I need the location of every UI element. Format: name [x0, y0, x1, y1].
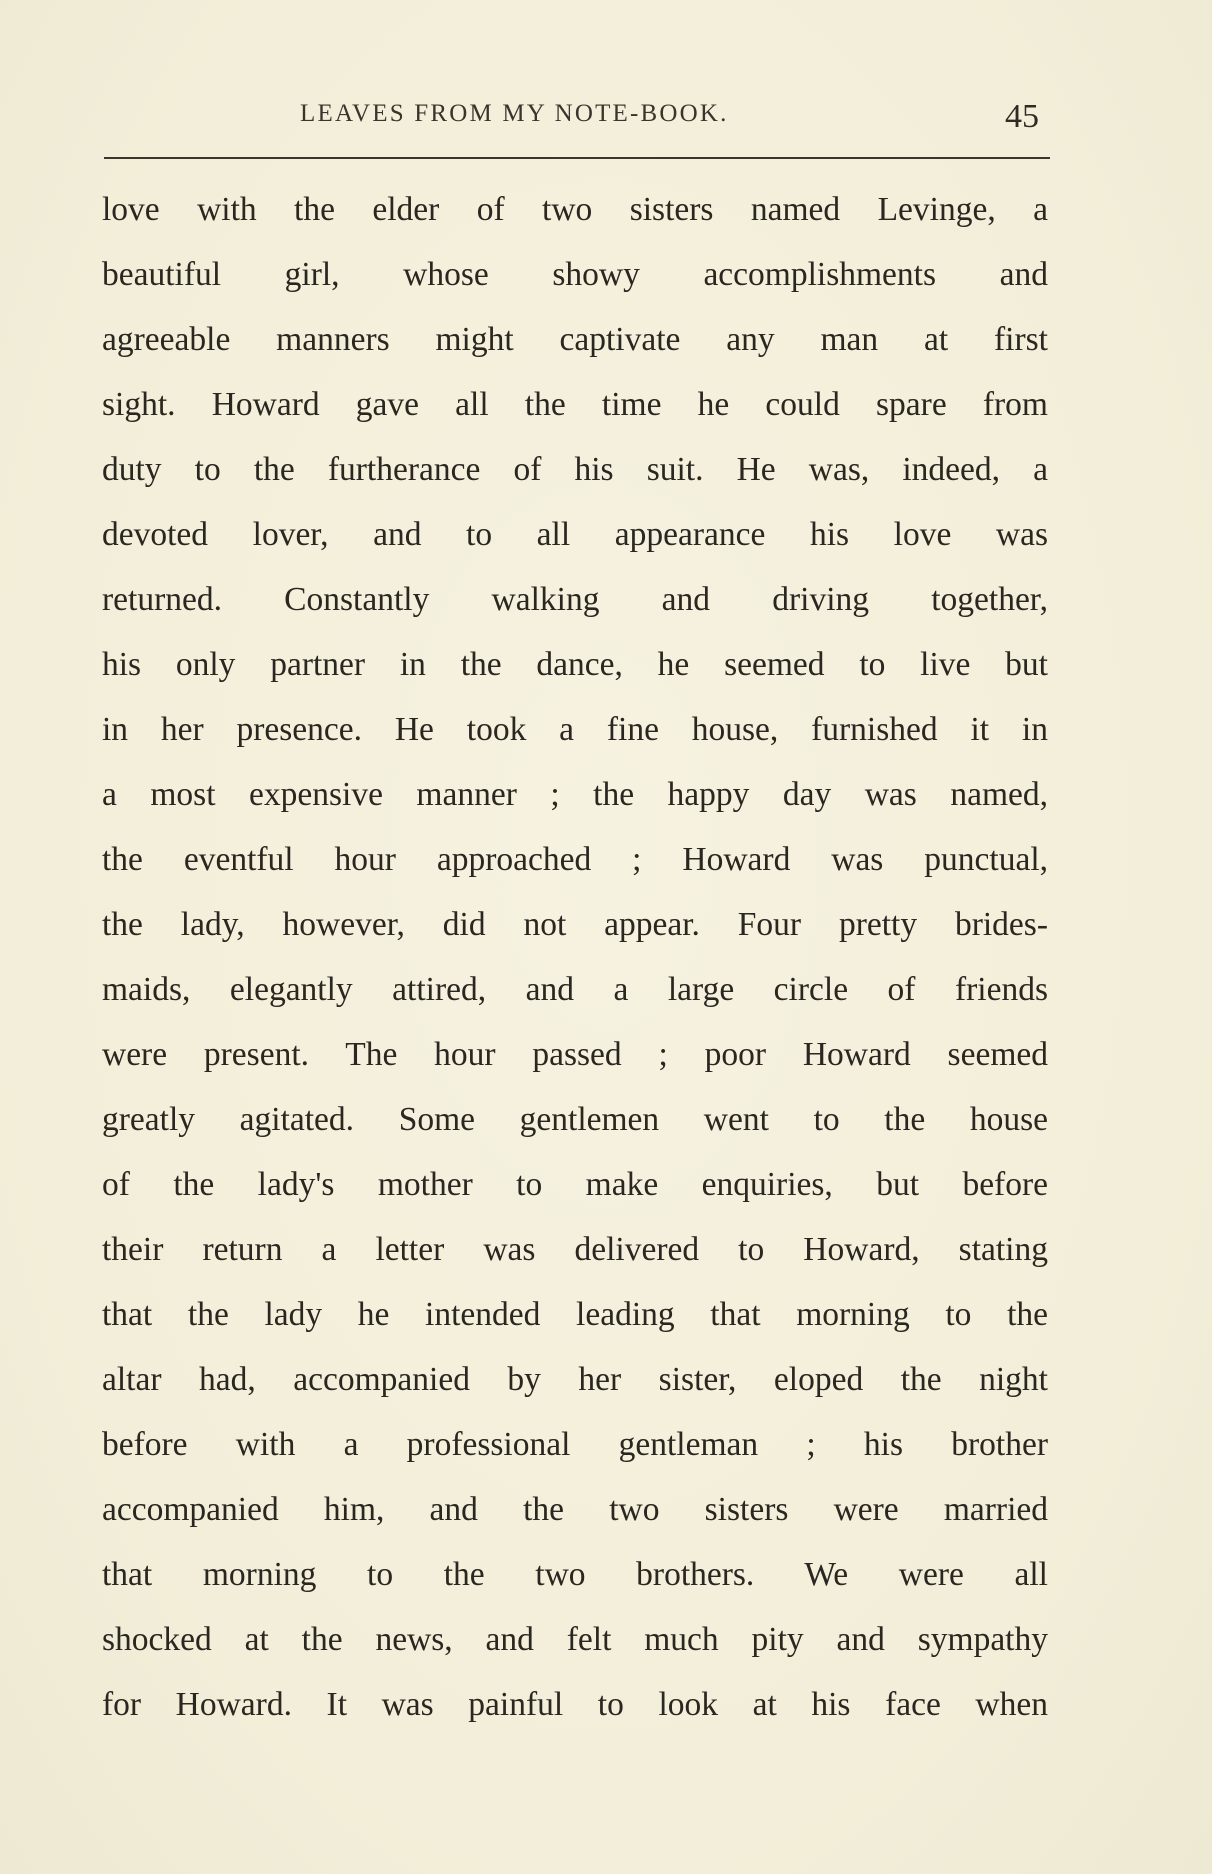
- text-line: for Howard. It was painful to look at his face when: [102, 1686, 1048, 1723]
- text-line: returned. Constantly walking and driving together,: [102, 581, 1048, 618]
- text-line: were present. The hour passed ; poor Howard seemed: [102, 1036, 1048, 1073]
- text-line: in her presence. He took a fine house, furnished it in: [102, 711, 1048, 748]
- text-line: agreeable manners might captivate any man at first: [102, 321, 1048, 358]
- text-line: the lady, however, did not appear. Four pretty brides-: [102, 906, 1048, 943]
- text-line: devoted lover, and to all appearance his love was: [102, 516, 1048, 553]
- text-line: their return a letter was delivered to Howard, stating: [102, 1231, 1048, 1268]
- page-number: 45: [1005, 98, 1039, 135]
- text-line: maids, elegantly attired, and a large circle of friends: [102, 971, 1048, 1008]
- text-line: that the lady he intended leading that morning to the: [102, 1296, 1048, 1333]
- header-rule: [104, 157, 1050, 159]
- text-line: sight. Howard gave all the time he could spare from: [102, 386, 1048, 423]
- text-line: duty to the furtherance of his suit. He was, indeed, a: [102, 451, 1048, 488]
- running-head: LEAVES FROM MY NOTE-BOOK.: [300, 100, 729, 127]
- text-line: greatly agitated. Some gentlemen went to the house: [102, 1101, 1048, 1138]
- text-line: a most expensive manner ; the happy day was named,: [102, 776, 1048, 813]
- text-line: before with a professional gentleman ; his brother: [102, 1426, 1048, 1463]
- text-line: that morning to the two brothers. We were all: [102, 1556, 1048, 1593]
- text-line: altar had, accompanied by her sister, eloped the night: [102, 1361, 1048, 1398]
- text-line: accompanied him, and the two sisters were married: [102, 1491, 1048, 1528]
- text-line: his only partner in the dance, he seemed to live but: [102, 646, 1048, 683]
- text-line: the eventful hour approached ; Howard was punctual,: [102, 841, 1048, 878]
- text-line: of the lady's mother to make enquiries, but before: [102, 1166, 1048, 1203]
- text-line: love with the elder of two sisters named Levinge, a: [102, 191, 1048, 228]
- text-line: shocked at the news, and felt much pity and sympathy: [102, 1621, 1048, 1658]
- text-line: beautiful girl, whose showy accomplishments and: [102, 256, 1048, 293]
- body-text: [102, 177, 1048, 1737]
